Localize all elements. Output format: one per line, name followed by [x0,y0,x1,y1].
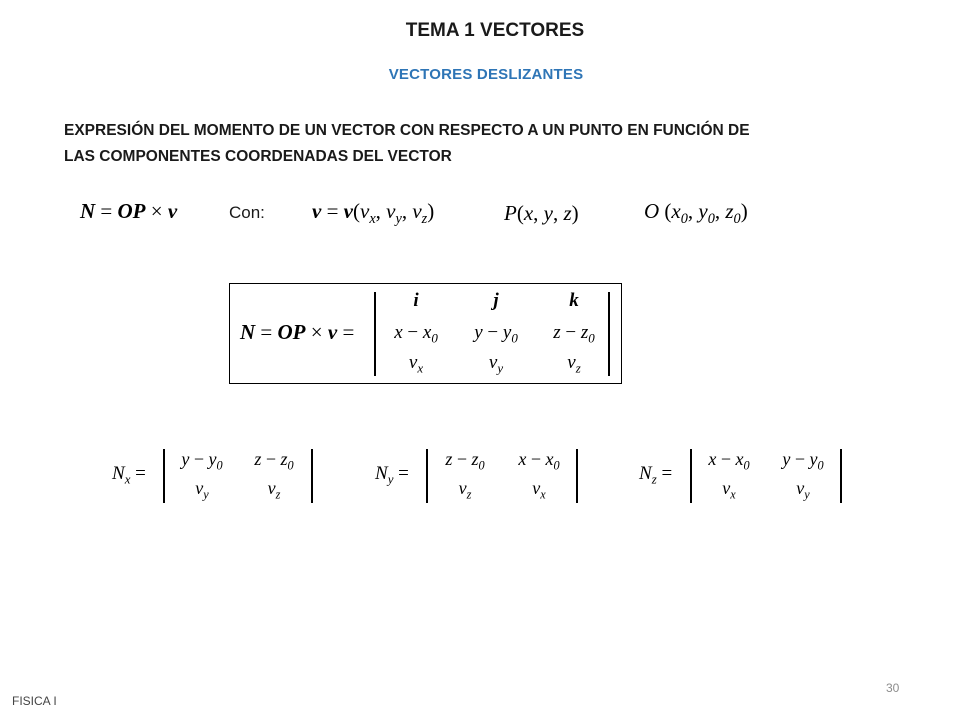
page-number: 30 [886,681,900,695]
cell-y-y0: $y - y_0$ [474,322,518,346]
nx-cell-3: $v_y$ [195,478,209,502]
point-o: O ($x_0$, $y_0$, $z_0$) [644,199,748,227]
determinant-lhs: N = OP × v = [240,320,355,344]
heading-line-1: EXPRESIÓN DEL MOMENTO DE UN VECTOR CON RESPECTO A UN PUNTO EN FUNCIÓN DE [64,122,750,139]
nx-determinant [112,449,317,505]
nx-cell-1: $y - y_0$ [181,449,223,473]
cell-vz: $v_z$ [567,352,581,376]
nz-right-bar [840,449,842,503]
con-label: Con: [229,203,265,222]
ny-right-bar [576,449,578,503]
nx-cell-4: $v_z$ [267,478,281,502]
nx-lhs: $N_x$ = [112,463,146,487]
nz-cell-1: $x - x_0$ [708,449,750,473]
point-p: P(x, y, z) [504,201,579,225]
cell-vx: $v_x$ [408,352,424,376]
nz-lhs: $N_z$ = [639,463,673,487]
heading-line-2: LAS COMPONENTES COORDENADAS DEL VECTOR [64,148,452,165]
ny-cell-1: $z - z_0$ [445,449,485,473]
slide-title: TEMA 1 VECTORES [405,20,585,41]
slide-subtitle: VECTORES DESLIZANTES [388,66,584,83]
cell-z-z0: $z - z_0$ [553,322,595,346]
ny-cell-4: $v_x$ [532,478,546,502]
nx-left-bar [163,449,165,503]
nz-cell-3: $v_x$ [722,478,736,502]
unit-j: j [493,290,499,311]
ny-cell-3: $v_z$ [458,478,472,502]
determinant-box [229,283,622,384]
nz-left-bar [690,449,692,503]
cell-vy: $v_y$ [488,352,504,376]
ny-left-bar [426,449,428,503]
nz-cell-2: $y - y_0$ [782,449,824,473]
cell-x-x0: $x - x_0$ [394,322,438,346]
vector-definition: $v = v(v_x$, $v_y$, $v_z$) [312,199,435,227]
ny-determinant [375,449,580,505]
footer-label: FISICA I [12,694,57,708]
unit-k: k [569,290,579,311]
section-heading [64,118,864,170]
unit-i: i [413,290,419,311]
moment-formula: N = OP × v [80,199,178,223]
ny-lhs: $N_y$ = [375,463,409,487]
nz-determinant [639,449,849,505]
nz-cell-4: $v_y$ [796,478,810,502]
nx-cell-2: $z - z_0$ [254,449,294,473]
nx-right-bar [311,449,313,503]
ny-cell-2: $x - x_0$ [518,449,560,473]
